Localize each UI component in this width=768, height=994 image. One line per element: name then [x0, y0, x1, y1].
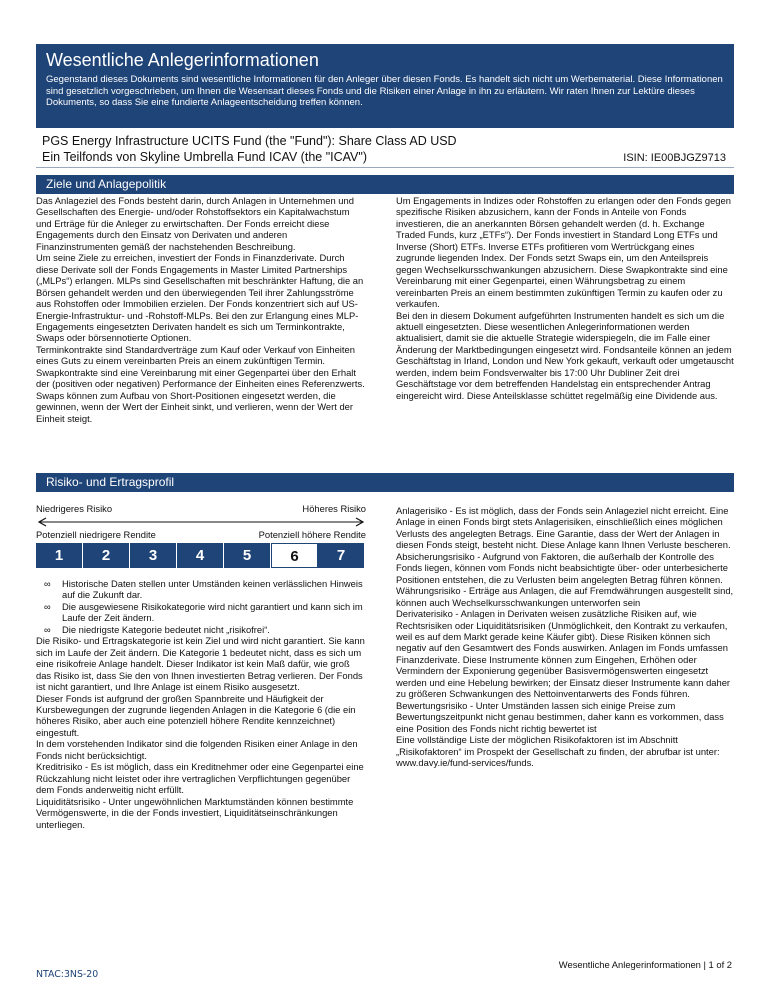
section-heading-risk: Risiko- und Ertragsprofil [36, 473, 734, 492]
lower-return-label: Potenziell niedrigere Rendite [36, 529, 156, 540]
paragraph: Eine vollständige Liste der möglichen Risikofaktoren ist im Abschnitt „Risikofaktoren“ im Prospekt der Gesellschaft zu finden, der abrufbar ist unter: www.davy.ie/fund-services/funds. [396, 734, 720, 768]
paragraph: Die Risiko- und Ertragskategorie ist kein Ziel und wird nicht garantiert. Sie kann sich im Laufe der Zeit ändern. Die Kategorie 1 bedeutet nicht, dass es sich um eine risikofreie Anlage handelt. Dieser Indikator ist kein Maß dafür, wie groß das Risiko ist, dass Sie den von Ihnen investierten Betrag verlieren. Der Fonds ist nicht garantiert, und Ihre Anlage ist einem Risiko ausgesetzt. [36, 635, 365, 693]
section-heading-objectives: Ziele und Anlagepolitik [36, 175, 734, 194]
list-item [36, 578, 366, 601]
objectives-left-column [36, 195, 366, 424]
infinity-bullet-icon: ∞ [44, 600, 51, 612]
paragraph: Bei den in diesem Dokument aufgeführten Instrumenten handelt es sich um die aktuell eingesetzten. Diese wesentlichen Anlegerinformationen werden aktualisiert, damit sie die aktuelle Strategie widerspiegeln, die im Falle einer Änderung der Marktbedingungen eingesetzt wird. Fondsanteile können an jedem Geschäftstag in Irland, London und New York gekauft, verkauft oder umgetauscht werden, indem beim Fondsverwalter bis 17:00 Uhr Dubliner Zeit drei Geschäftstage vor dem betreffenden Handelstag ein entsprechender Antrag eingereicht wird. Diese Anteilsklasse schüttet regelmäßig eine Dividende aus. [396, 309, 734, 401]
risk-box-6-selected: 6 [271, 543, 318, 568]
risk-box-7: 7 [318, 543, 365, 568]
infinity-bullet-icon: ∞ [44, 623, 51, 635]
isin-code: ISIN: IE00BJGZ9713 [623, 152, 726, 164]
bullet-text: Die niedrigste Kategorie bedeutet nicht „risikofrei“. [62, 623, 270, 635]
risk-box-1: 1 [36, 543, 83, 568]
list-item [36, 624, 366, 635]
document-title: Wesentliche Anlegerinformationen [46, 50, 319, 70]
page-number: Wesentliche Anlegerinformationen | 1 of 2 [558, 959, 732, 970]
fund-info [36, 134, 734, 168]
paragraph: Kreditrisiko - Es ist möglich, dass ein Kreditnehmer oder eine Gegenpartei eine Rückzahlung nicht leistet oder ihre vertraglichen Verpflichtungen gegenüber dem Fonds anderweitig nicht erfüllt. [36, 761, 364, 796]
risk-box-4: 4 [177, 543, 224, 568]
paragraph: Um Engagements in Indizes oder Rohstoffen zu erlangen oder den Fonds gegen spezifische Risiken abzusichern, kann der Fonds in Anteile von Fonds investieren, die an anerkannten Börsen gehandelt werden (d. h. Exchange Traded Funds, kurz „ETFs“). Der Fonds investiert in Standard Long ETFs und Inverse (Short) ETFs. Inverse ETFs profitieren vom Wertrückgang eines zugrunde liegenden Index. Der Fonds setzt Swaps ein, um den Anteilspreis gegen Wechselkursschwankungen abzusichern. Diese Swapkontrakte sind eine Vereinbarung mit einer Gegenpartei, einen Währungsbetrag zu einem vereinbarten Preis an einem bestimmten zukünftigen Termin zu kaufen oder zu verkaufen. [396, 195, 731, 310]
paragraph: Terminkontrakte sind Standardverträge zum Kauf oder Verkauf von Einheiten eines Guts zu einem vereinbarten Preis an einem zukünftigen Termin. Swapkontrakte sind eine Vereinbarung mit einer Gegenpartei über den Erhalt der (positiven oder negativen) Performance der Einheiten eines Referenzwerts. Swaps können zum Aufbau von Short-Positionen eingesetzt werden, die gewinnen, wenn der Wert der Einheit sinkt, und verlieren, wenn der Wert der Einheit steigt. [36, 343, 365, 424]
header-banner [36, 44, 734, 128]
paragraph: Das Anlageziel des Fonds besteht darin, durch Anlagen in Unternehmen und Gesellschaften des Energie- und/oder Rohstoffsektors ein Kapitalwachstum und Erträge für die Anleger zu erwirtschaften. Der Fonds erreicht diese Engagements durch den Einsatz von Derivaten und anderen Finanzinstrumenten gemäß der nachstehenden Beschreibung. [36, 195, 354, 252]
objectives-right-column [396, 195, 734, 401]
paragraph: Anlagerisiko - Es ist möglich, dass der Fonds sein Anlageziel nicht erreicht. Eine Anlage in einen Fonds birgt stets Anlagerisiken, einschließlich eines möglichen Verlusts des angelegten Betrags. Eine Garantie, dass der Wert der Anlagen in diesen Fonds steigt, besteht nicht. Diese Anlage kann Ihnen Verluste bescheren. [396, 505, 731, 551]
bullet-text: Historische Daten stellen unter Umständen keinen verlässlichen Hinweis auf die Zukunft dar. [62, 578, 363, 601]
paragraph: Um seine Ziele zu erreichen, investiert der Fonds in Finanzderivate. Durch diese Derivate soll der Fonds Engagements in Master Limited Partnerships („MLPs“) erlangen. MLPs sind Gesellschaften mit beschränkter Haftung, die an Börsen gehandelt werden und den überwiegenden Teil ihrer Zahlungsströme aus Rohstoffen oder Immobilien erzielen. Der Fonds konzentriert sich auf US-Energie-Infrastruktur- und -Rohstoff-MLPs. Bei den zur Erlangung eines MLP-Engagements eingesetzten Derivaten handelt es sich um Terminkontrakte, Swaps oder börsennotierte Optionen. [36, 252, 364, 344]
paragraph: In dem vorstehenden Indikator sind die folgenden Risiken einer Anlage in den Fonds nicht berücksichtigt. [36, 738, 358, 761]
paragraph: Liquiditätsrisiko - Unter ungewöhnlichen Marktumständen können bestimmte Vermögenswerte, in die der Fonds investiert, Liquiditätseinschränkungen unterliegen. [36, 795, 354, 830]
return-labels [36, 529, 366, 541]
higher-risk-label: Höheres Risiko [302, 503, 366, 514]
risk-category-boxes [36, 543, 366, 568]
fund-umbrella: Ein Teilfonds von Skyline Umbrella Fund ICAV (the "ICAV") [42, 150, 367, 164]
document-code: NTAC:3NS-20 [36, 969, 99, 980]
paragraph: Bewertungsrisiko - Unter Umständen lassen sich einige Preise zum Bewertungszeitpunkt nicht genau bestimmen, daher kann es vorkommen, dass eine Position des Fonds nicht richtig bewertet ist [396, 699, 724, 734]
paragraph: Absicherungsrisiko - Aufgrund von Faktoren, die außerhalb der Kontrolle des Fonds liegen, können vom Fonds nicht beabsichtigte über- oder unterbesicherte Positionen entstehen, die zu Verlusten beim angelegten Betrag führen können. [396, 550, 728, 585]
risk-notes [36, 578, 366, 830]
document-intro: Gegenstand dieses Dokuments sind wesentliche Informationen für den Anleger über diesen Fonds. Es handelt sich nicht um Werbematerial. Diese Informationen sind gesetzlich vorgeschrieben, um Ihnen die Wesensart dieses Fonds und die Risiken einer Anlage in ihn zu erläutern. Wir raten Ihnen zur Lektüre dieses Dokuments, so dass Sie eine fundierte Anlageentscheidung treffen können. [46, 74, 723, 109]
paragraph: Derivaterisiko - Anlagen in Derivaten weisen zusätzliche Risiken auf, wie Rechtsrisiken oder Liquiditätsrisiken (Unmöglichkeit, den Kontrakt zu verkaufen, weil es auf dem Markt gerade keine Käufer gibt). Diese Risiken können sich negativ auf den Gesamtwert des Fonds auswirken. Anlagen im Fonds umfassen Finanzderivate. Diese Instrumente können zum Eingehen, Erhöhen oder Vermindern der Exponierung gegenüber Basisvermögenswerten eingesetzt werden und eine Hebelung bewirken; der Einsatz dieser Instrumente kann daher zu größeren Schwankungen des Nettoinventarwerts des Fonds führen. [396, 608, 731, 700]
fund-name: PGS Energy Infrastructure UCITS Fund (the "Fund"): Share Class AD USD [42, 134, 457, 148]
risk-scale [36, 503, 366, 568]
risk-box-2: 2 [83, 543, 130, 568]
higher-return-label: Potenziell höhere Rendite [258, 529, 366, 540]
list-item [36, 601, 366, 624]
paragraph: Währungsrisiko - Erträge aus Anlagen, die auf Fremdwährungen ausgestellt sind, können auch Wechselkursschwankungen unterworfen sein [396, 585, 734, 608]
lower-risk-label: Niedrigeres Risiko [36, 503, 113, 514]
infinity-bullet-icon: ∞ [44, 578, 51, 589]
risk-right-column [396, 505, 734, 768]
paragraph: Dieser Fonds ist aufgrund der großen Spannbreite und Häufigkeit der Kursbewegungen der zugrunde liegenden Anlagen in die Kategorie 6 (die ein höheres Risiko, aber auch eine potenziell höhere Rendite kennzeichnet) eingestuft. [36, 692, 356, 738]
double-arrow-icon [36, 517, 366, 527]
risk-box-3: 3 [130, 543, 177, 568]
risk-box-5: 5 [224, 543, 271, 568]
bullet-text: Die ausgewiesene Risikokategorie wird nicht garantiert und kann sich im Laufe der Zeit ändern. [62, 600, 363, 624]
risk-labels [36, 503, 366, 515]
